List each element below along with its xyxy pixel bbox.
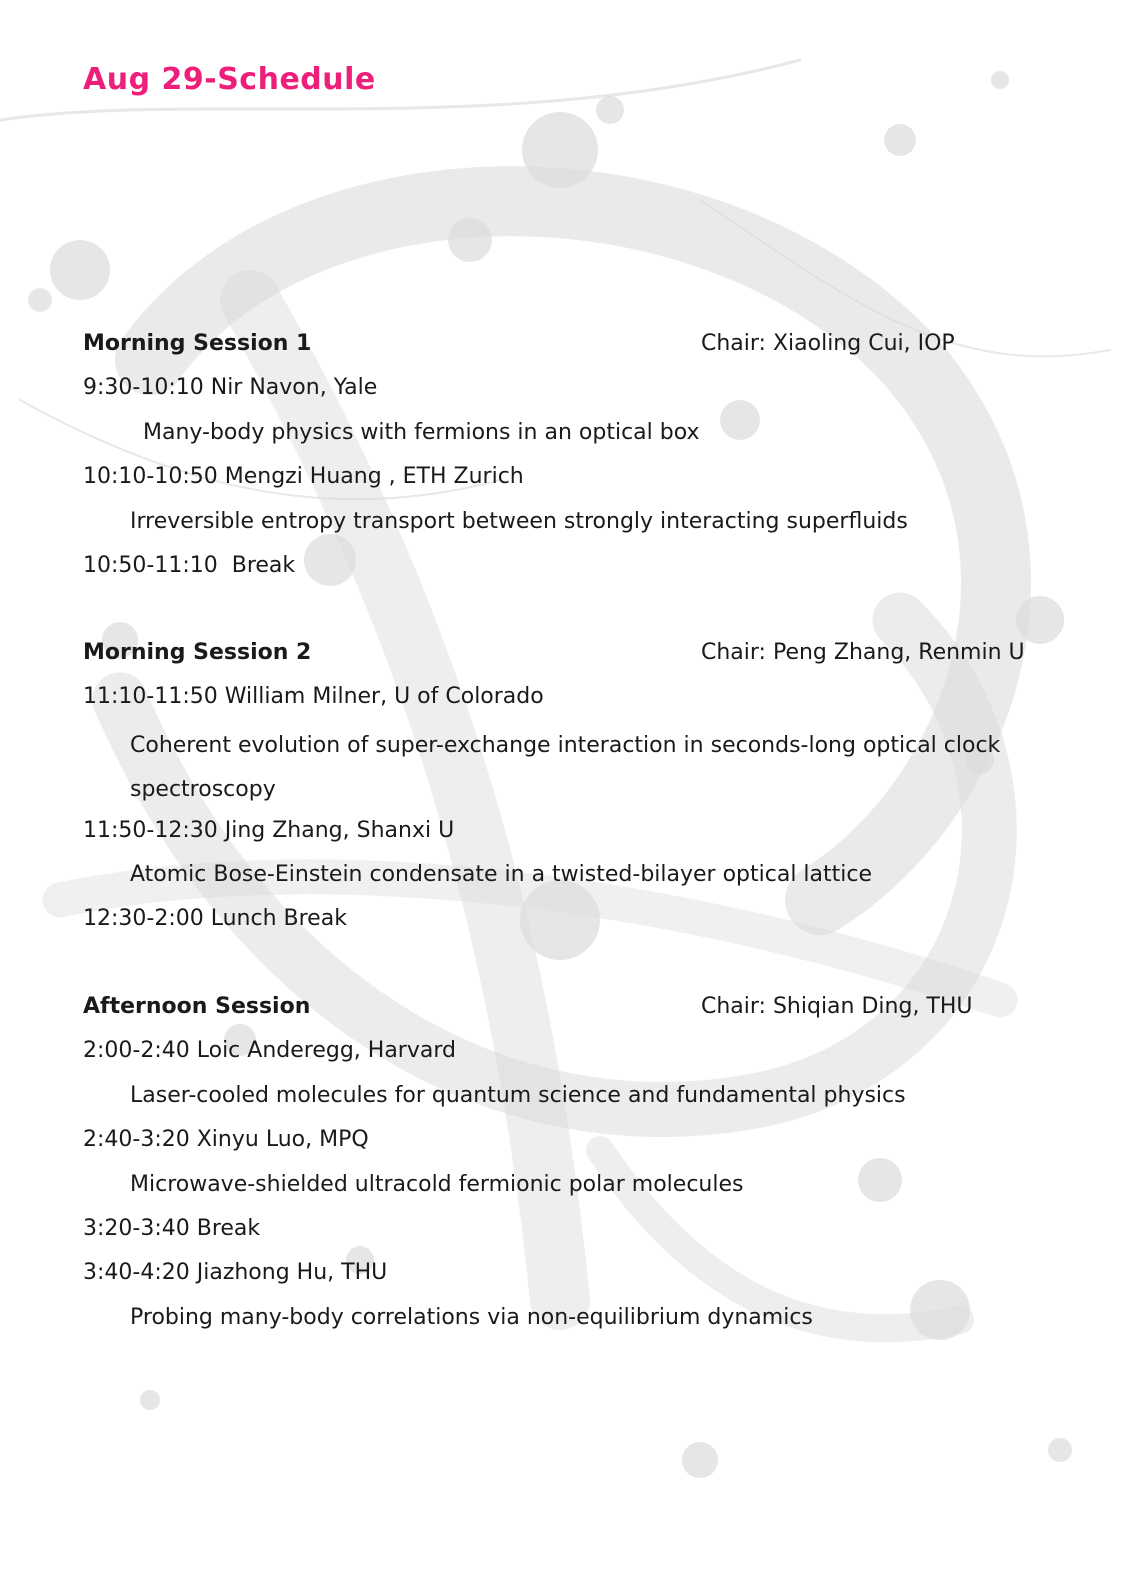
talk-time-speaker: 11:50-12:30 Jing Zhang, Shanxi U — [83, 817, 455, 843]
talk-title: Coherent evolution of super-exchange interaction in seconds-long optical clock spectroscopy — [130, 732, 1001, 803]
break-item: 10:50-11:10 Break — [83, 552, 296, 578]
talk-title: Probing many-body correlations via non-equilibrium dynamics — [130, 1304, 813, 1330]
session-afternoon — [83, 989, 1073, 1344]
talk-time-speaker: 10:10-10:50 Mengzi Huang , ETH Zurich — [83, 464, 524, 490]
break-item: 12:30-2:00 Lunch Break — [83, 906, 347, 932]
session-chair: Chair: Shiqian Ding, THU — [701, 994, 973, 1019]
session-morning-1 — [83, 326, 1073, 592]
session-header — [83, 989, 1073, 1033]
talk-title: Many-body physics with fermions in an optical box — [136, 419, 700, 445]
session-name: Morning Session 2 — [83, 640, 312, 665]
talk-title: Irreversible entropy transport between strongly interacting superfluids — [130, 508, 908, 534]
talk-time-speaker: 9:30-10:10 Nir Navon, Yale — [83, 375, 378, 401]
session-name: Morning Session 1 — [83, 331, 312, 356]
talk-title: Laser-cooled molecules for quantum science and fundamental physics — [130, 1082, 906, 1108]
talk-time-speaker: 2:40-3:20 Xinyu Luo, MPQ — [83, 1127, 369, 1153]
talk-title: Atomic Bose-Einstein condensate in a twisted-bilayer optical lattice — [130, 861, 873, 887]
talk-time-speaker: 11:10-11:50 William Milner, U of Colorado — [83, 684, 544, 710]
session-header — [83, 635, 1073, 679]
session-name: Afternoon Session — [83, 994, 311, 1019]
talk-title: Microwave-shielded ultracold fermionic polar molecules — [130, 1171, 744, 1197]
session-header — [83, 326, 1073, 370]
session-chair: Chair: Xiaoling Cui, IOP — [701, 331, 955, 356]
talk-time-speaker: 3:40-4:20 Jiazhong Hu, THU — [83, 1260, 388, 1286]
page-title: Aug 29-Schedule — [83, 62, 376, 97]
session-chair: Chair: Peng Zhang, Renmin U — [701, 640, 1025, 665]
talk-time-speaker: 2:00-2:40 Loic Anderegg, Harvard — [83, 1038, 456, 1064]
session-morning-2 — [83, 635, 1073, 946]
break-item: 3:20-3:40 Break — [83, 1215, 261, 1241]
